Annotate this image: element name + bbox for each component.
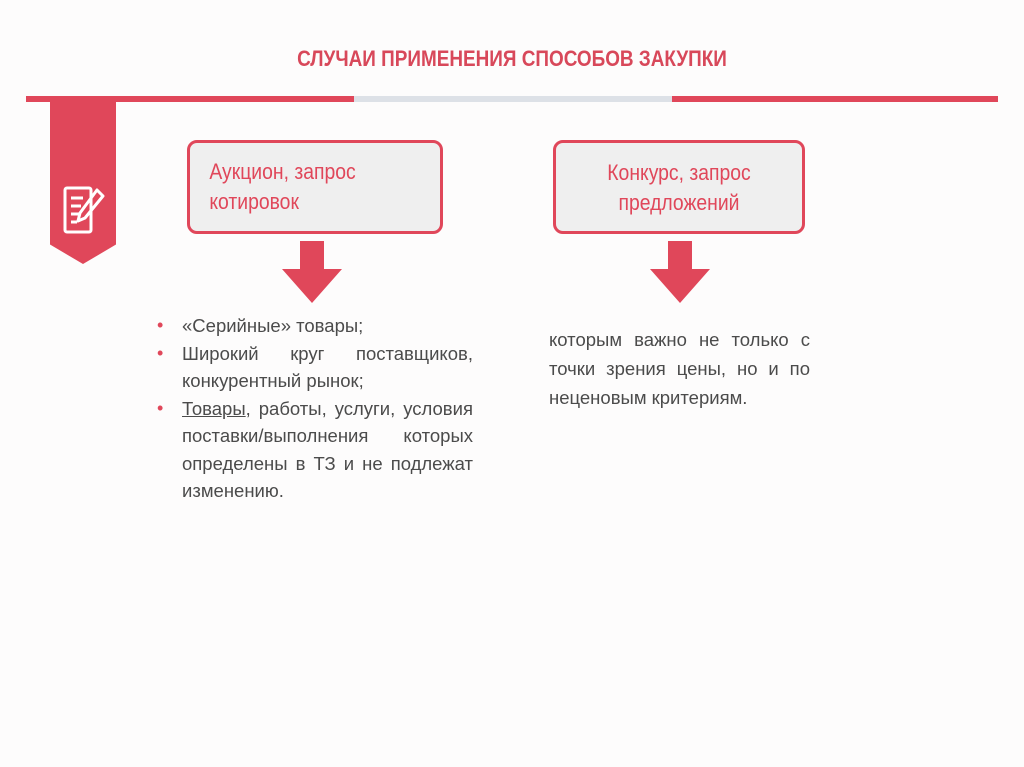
list-item bbox=[155, 395, 473, 505]
bullet-marker: • bbox=[157, 315, 164, 335]
bullet-text: «Серийные» товары; bbox=[182, 315, 364, 336]
auction-method-box bbox=[187, 140, 443, 234]
bullet-marker: • bbox=[157, 397, 164, 418]
tender-box-line-1: Конкурс, запрос bbox=[607, 160, 751, 185]
down-arrow-icon bbox=[282, 241, 342, 303]
auction-use-cases-list bbox=[155, 312, 473, 505]
slide-title: СЛУЧАИ ПРИМЕНЕНИЯ СПОСОБОВ ЗАКУПКИ bbox=[297, 46, 727, 71]
header-rule-middle bbox=[354, 96, 672, 102]
bullet-marker: • bbox=[157, 342, 164, 363]
bookmark-ribbon bbox=[50, 102, 116, 264]
down-arrow-icon bbox=[650, 241, 710, 303]
document-edit-icon bbox=[63, 184, 105, 240]
list-item bbox=[155, 340, 473, 395]
tender-method-box bbox=[553, 140, 805, 234]
tender-use-cases-text bbox=[549, 325, 810, 412]
bullet-text: , работы, услуги, условия поставки/выполнения которых определены в ТЗ и не подлежат изменению. bbox=[182, 397, 473, 501]
tender-box-line-2: предложений bbox=[618, 190, 740, 215]
header-rule-left bbox=[26, 96, 354, 102]
auction-box-line-1: Аукцион, запрос bbox=[209, 159, 356, 184]
paragraph-line: которым важно не только с bbox=[549, 329, 810, 350]
bullet-underlined-word: Товары bbox=[182, 397, 246, 419]
list-item bbox=[155, 312, 473, 340]
header-rule-right bbox=[672, 96, 998, 102]
bullet-text: Широкий круг поставщиков, конкурентный рынок; bbox=[182, 342, 473, 391]
paragraph-line: неценовым критериям. bbox=[549, 387, 748, 408]
paragraph-line: точки зрения цены, но и по bbox=[549, 358, 810, 379]
auction-box-line-2: котировок bbox=[209, 189, 299, 214]
